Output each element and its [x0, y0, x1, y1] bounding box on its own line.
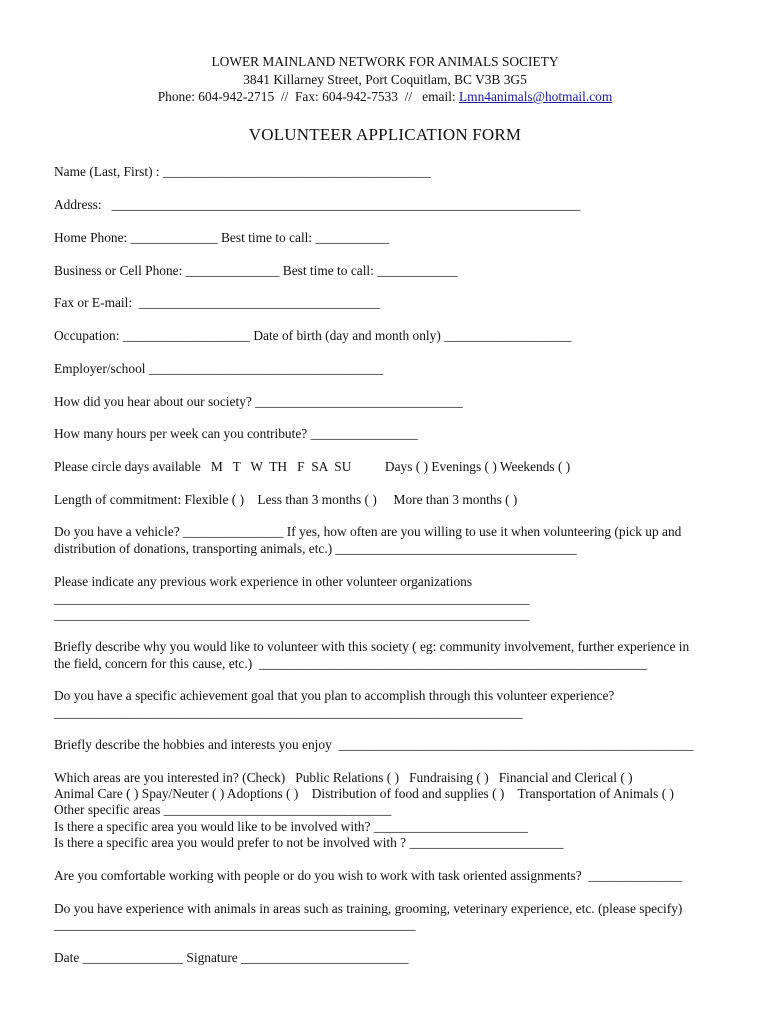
email-link[interactable]: Lmn4animals@hotmail.com: [458, 89, 613, 104]
contact-line: [0, 88, 770, 106]
phone-fax-text: Phone: 604-942-2715 // Fax: 604-942-7533 // email:: [157, 89, 459, 104]
previous-experience-blank-1[interactable]: _______________________________________________________________________: [54, 591, 530, 606]
letterhead: [0, 53, 770, 106]
address-field-line[interactable]: Address: ______________________________________________________________________: [54, 197, 581, 212]
other-areas-field-line[interactable]: Other specific areas __________________________________: [54, 802, 392, 817]
heard-about-field-line[interactable]: How did you hear about our society? _______________________________: [54, 394, 463, 409]
vehicle-question-line[interactable]: Do you have a vehicle? _______________ If yes, how often are you willing to use it when volunteering (pick up and: [54, 524, 682, 539]
preferred-area-field-line[interactable]: Is there a specific area you would like to be involved with? _______________________: [54, 819, 528, 834]
avoided-area-field-line[interactable]: Is there a specific area you would prefer to not be involved with ? _______________________: [54, 835, 564, 850]
why-volunteer-line-2[interactable]: the field, concern for this cause, etc.) __________________________________________________________: [54, 656, 648, 671]
animal-experience-question: Do you have experience with animals in areas such as training, grooming, veterinary experience, etc. (please specify): [54, 901, 683, 916]
organization-address: 3841 Killarney Street, Port Coquitlam, BC V3B 3G5: [243, 71, 527, 87]
interest-areas-line-2[interactable]: Animal Care ( ) Spay/Neuter ( ) Adoptions ( ) Distribution of food and supplies ( ) Transportation of Animals ( ): [54, 786, 674, 801]
animal-experience-blank[interactable]: ______________________________________________________: [54, 917, 416, 932]
commitment-length-line[interactable]: Length of commitment: Flexible ( ) Less than 3 months ( ) More than 3 months ( ): [54, 492, 518, 507]
organization-name: LOWER MAINLAND NETWORK FOR ANIMALS SOCIETY: [211, 54, 559, 69]
occupation-field-line[interactable]: Occupation: ___________________ Date of birth (day and month only) ___________________: [54, 328, 572, 343]
fax-email-field-line[interactable]: Fax or E-mail: ____________________________________: [54, 295, 380, 310]
why-volunteer-question: Briefly describe why you would like to volunteer with this society ( eg: community involvement, further experience in: [54, 639, 690, 654]
interest-areas-line-1[interactable]: Which areas are you interested in? (Check) Public Relations ( ) Fundraising ( ) Financial and Clerical ( ): [54, 770, 633, 785]
hours-per-week-field-line[interactable]: How many hours per week can you contribute? ________________: [54, 426, 418, 441]
people-or-tasks-field-line[interactable]: Are you comfortable working with people or do you wish to work with task oriented assignments? ______________: [54, 868, 683, 883]
vehicle-question-line-2[interactable]: distribution of donations, transporting animals, etc.) ____________________________________: [54, 541, 577, 556]
days-available-line[interactable]: Please circle days available M T W TH F SA SU Days ( ) Evenings ( ) Weekends ( ): [54, 459, 571, 474]
business-phone-field-line[interactable]: Business or Cell Phone: ______________ Best time to call: ____________: [54, 263, 458, 278]
employer-field-line[interactable]: Employer/school ___________________________________: [54, 361, 384, 376]
achievement-goal-blank[interactable]: ______________________________________________________________________: [54, 705, 523, 720]
home-phone-field-line[interactable]: Home Phone: _____________ Best time to call: ___________: [54, 230, 390, 245]
name-field-line[interactable]: Name (Last, First) : ________________________________________: [54, 164, 431, 179]
form-title: VOLUNTEER APPLICATION FORM: [248, 125, 522, 144]
previous-experience-question: Please indicate any previous work experience in other volunteer organizations: [54, 574, 473, 589]
achievement-goal-question: Do you have a specific achievement goal that you plan to accomplish through this volunteer experience?: [54, 688, 615, 703]
date-signature-line[interactable]: Date _______________ Signature _________________________: [54, 950, 409, 965]
hobbies-field-line[interactable]: Briefly describe the hobbies and interests you enjoy _____________________________________________________: [54, 737, 694, 752]
previous-experience-blank-2[interactable]: _______________________________________________________________________: [54, 607, 530, 622]
